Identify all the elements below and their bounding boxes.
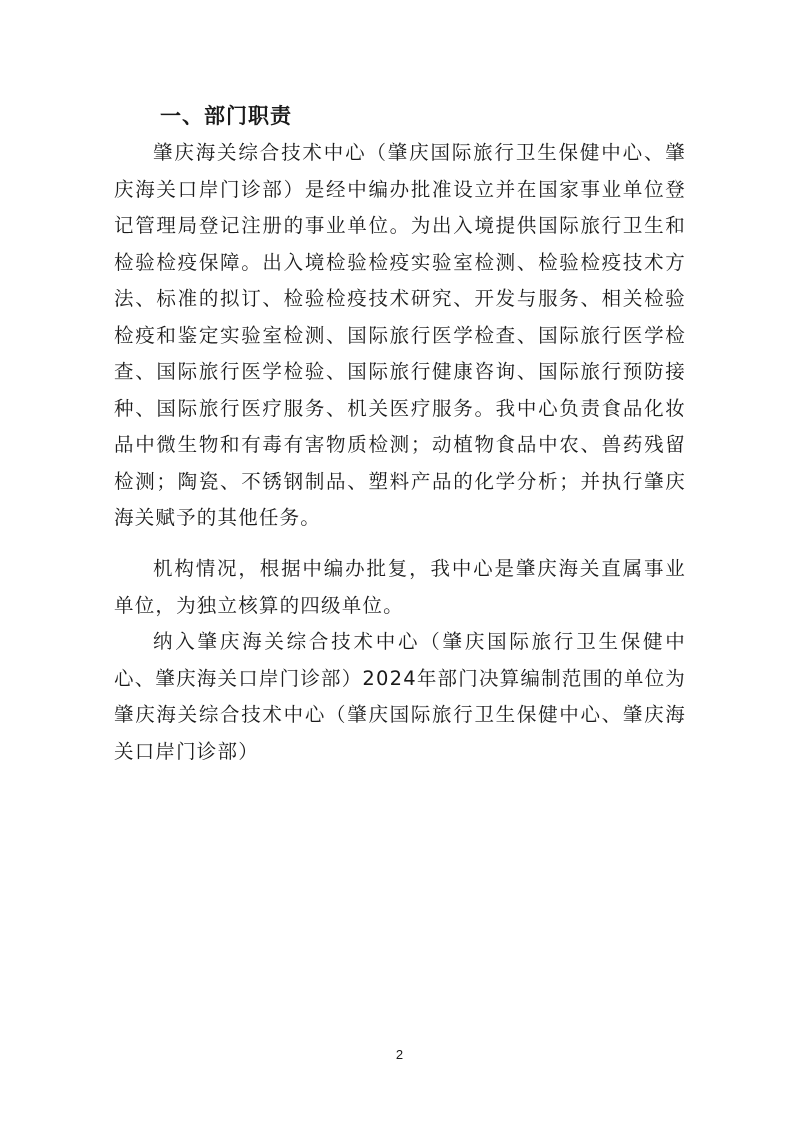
page-number: 2 <box>395 1047 404 1062</box>
paragraph-organization: 机构情况，根据中编办批复，我中心是肇庆海关直属事业单位，为独立核算的四级单位。 <box>114 557 686 617</box>
paragraph-scope: 纳入肇庆海关综合技术中心（肇庆国际旅行卫生保健中心、肇庆海关口岸门诊部）2024年部门决算编制范围的单位为肇庆海关综合技术中心（肇庆国际旅行卫生保健中心、肇庆海关口岸门诊部） <box>114 630 686 763</box>
section-heading: 一、部门职责 <box>160 104 292 128</box>
paragraph-responsibilities: 肇庆海关综合技术中心（肇庆国际旅行卫生保健中心、肇庆海关口岸门诊部）是经中编办批准设立并在国家事业单位登记管理局登记注册的事业单位。为出入境提供国际旅行卫生和检验检疫保障。出入境检验检疫实验室检测、检验检疫技术方法、标准的拟订、检验检疫技术研究、开发与服务、相关检验检疫和鉴定实验室检测、国际旅行医学检查、国际旅行医学检查、国际旅行医学检验、国际旅行健康咨询、国际旅行预防接种、国际旅行医疗服务、机关医疗服务。我中心负责食品化妆品中微生物和有毒有害物质检测；动植物食品中农、兽药残留检测；陶瓷、不锈钢制品、塑料产品的化学分析；并执行肇庆海关赋予的其他任务。 <box>114 141 686 529</box>
